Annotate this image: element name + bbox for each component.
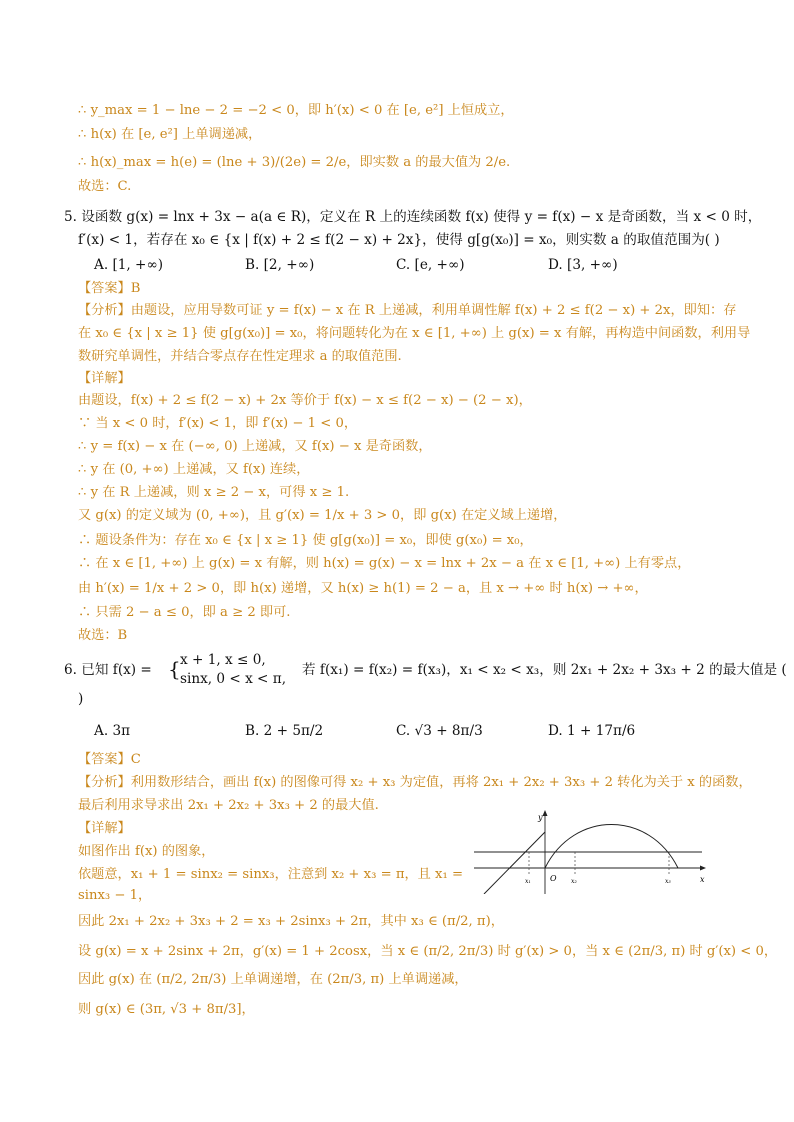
q5-option-d: D. [3, +∞) <box>548 257 618 273</box>
q5-answer: 【答案】B <box>78 281 141 296</box>
origin-label: O <box>550 874 557 883</box>
prev-line-2: ∴ h(x) 在 [e, e²] 上单调递减， <box>78 127 262 142</box>
q6-analysis-1: 【分析】利用数形结合，画出 f(x) 的图像可得 x₂ + x₃ 为定值，再将 2x₁ + 2x₂ + 3x₃ + 2 转化为关于 x 的函数， <box>78 775 752 790</box>
linear-piece <box>484 832 545 894</box>
x1-label: x₁ <box>525 878 531 885</box>
x-axis-arrow <box>700 866 706 871</box>
x2-label: x₂ <box>571 878 577 885</box>
q5-detail-3: ∴ y = f(x) − x 在 (−∞, 0) 上递减，又 f(x) − x 是奇函数， <box>78 439 432 454</box>
y-label: y <box>538 813 543 822</box>
q6-detail-3: sinx₃ − 1， <box>78 888 152 903</box>
q5-analysis-2: 在 x₀ ∈ {x | x ≥ 1} 使 g[g(x₀)] = x₀，将问题转化为在 x ∈ [1, +∞) 上 g(x) = x 有解，再构造中间函数，利用导 <box>78 326 751 341</box>
q5-option-c: C. [e, +∞) <box>396 257 465 273</box>
x-label: x <box>700 875 705 884</box>
q6-option-a: A. 3π <box>94 723 131 739</box>
q5-detail-10: ∴ 只需 2 − a ≤ 0，即 a ≥ 2 即可. <box>78 605 291 620</box>
q6-stem-b: 若 f(x₁) = f(x₂) = f(x₃)，x₁ < x₂ < x₃，则 2x₁ + 2x₂ + 3x₃ + 2 的最大值是 ( <box>302 662 787 678</box>
q6-detail-2: 依题意，x₁ + 1 = sinx₂ = sinx₃，注意到 x₂ + x₃ = π，且 x₁ = <box>78 867 464 882</box>
q6-case-2: sinx, 0 < x < π, <box>180 671 287 687</box>
q5-detail-1: 由题设，f(x) + 2 ≤ f(2 − x) + 2x 等价于 f(x) − x ≤ f(2 − x) − (2 − x)， <box>78 393 532 408</box>
q5-detail-5: ∴ y 在 R 上递减，则 x ≥ 2 − x，可得 x ≥ 1. <box>78 485 350 500</box>
q5-detail-4: ∴ y 在 (0, +∞) 上递减，又 f(x) 连续， <box>78 462 310 477</box>
prev-line-3: ∴ h(x)_max = h(e) = (lne + 3)/(2e) = 2/e，即实数 a 的最大值为 2/e. <box>78 155 511 170</box>
q5-detail-heading: 【详解】 <box>78 371 131 386</box>
q6-brace: { <box>168 657 181 681</box>
q6-stem-c: ) <box>78 691 84 707</box>
q6-detail-7: 则 g(x) ∈ (3π, √3 + 8π/3]， <box>78 1002 255 1017</box>
q6-detail-4: 因此 2x₁ + 2x₂ + 3x₃ + 2 = x₃ + 2sinx₃ + 2π，其中 x₃ ∈ (π/2, π)， <box>78 914 504 929</box>
x3-label: x₃ <box>665 878 671 885</box>
q5-analysis-1: 【分析】由题设，应用导数可证 y = f(x) − x 在 R 上递减，利用单调性解 f(x) + 2 ≤ f(2 − x) + 2x，即知：存 <box>78 303 737 318</box>
q6-analysis-2: 最后利用求导求出 2x₁ + 2x₂ + 3x₃ + 2 的最大值. <box>78 798 379 813</box>
q5-option-b: B. [2, +∞) <box>245 257 315 273</box>
q5-detail-2: ∵ 当 x < 0 时，f′(x) < 1，即 f′(x) − 1 < 0， <box>78 416 358 431</box>
y-axis-arrow <box>543 810 548 816</box>
function-graph <box>474 810 708 894</box>
q5-detail-9: 由 h′(x) = 1/x + 2 > 0，即 h(x) 递增，又 h(x) ≥ h(1) = 2 − a，且 x → +∞ 时 h(x) → +∞， <box>78 581 648 596</box>
q5-detail-7: ∴ 题设条件为：存在 x₀ ∈ {x | x ≥ 1} 使 g[g(x₀)] = x₀，即使 g(x₀) = x₀， <box>78 533 533 548</box>
q5-detail-11: 故选：B <box>78 628 128 643</box>
q6-detail-heading: 【详解】 <box>78 821 131 836</box>
q6-option-d: D. 1 + 17π/6 <box>548 723 636 739</box>
q5-detail-6: 又 g(x) 的定义域为 (0, +∞)，且 g′(x) = 1/x + 3 > 0，即 g(x) 在定义域上递增， <box>78 508 567 523</box>
q6-option-c: C. √3 + 8π/3 <box>396 723 483 739</box>
sine-piece <box>545 825 678 869</box>
q6-option-b: B. 2 + 5π/2 <box>245 723 324 739</box>
q5-stem-2: f′(x) < 1，若存在 x₀ ∈ {x | f(x) + 2 ≤ f(2 − x) + 2x}，使得 g[g(x₀)] = x₀，则实数 a 的取值范围为( ) <box>78 232 720 248</box>
q5-stem-1: 5. 设函数 g(x) = lnx + 3x − a(a ∈ R)，定义在 R 上的连续函数 f(x) 使得 y = f(x) − x 是奇函数，当 x < 0 时， <box>64 209 762 225</box>
q6-detail-6: 因此 g(x) 在 (π/2, 2π/3) 上单调递增，在 (2π/3, π) 上单调递减， <box>78 972 468 987</box>
q6-stem-a: 6. 已知 f(x) = <box>64 662 152 678</box>
prev-line-4: 故选：C. <box>78 179 132 194</box>
q6-answer: 【答案】C <box>78 752 141 767</box>
q5-analysis-3: 数研究单调性，并结合零点存在性定理求 a 的取值范围. <box>78 349 402 364</box>
q5-detail-8: ∴ 在 x ∈ [1, +∞) 上 g(x) = x 有解，则 h(x) = g(x) − x = lnx + 2x − a 在 x ∈ [1, +∞) 上有零点， <box>78 556 691 571</box>
q6-detail-1: 如图作出 f(x) 的图象， <box>78 844 215 859</box>
q6-detail-5: 设 g(x) = x + 2sinx + 2π，g′(x) = 1 + 2cosx，当 x ∈ (π/2, 2π/3) 时 g′(x) > 0，当 x ∈ (2π/3, π) 时 g′(x) < 0， <box>78 944 778 959</box>
q6-case-1: x + 1, x ≤ 0, <box>180 652 266 668</box>
prev-line-1: ∴ y_max = 1 − lne − 2 = −2 < 0，即 h′(x) < 0 在 [e, e²] 上恒成立， <box>78 103 514 118</box>
q5-option-a: A. [1, +∞) <box>94 257 164 273</box>
